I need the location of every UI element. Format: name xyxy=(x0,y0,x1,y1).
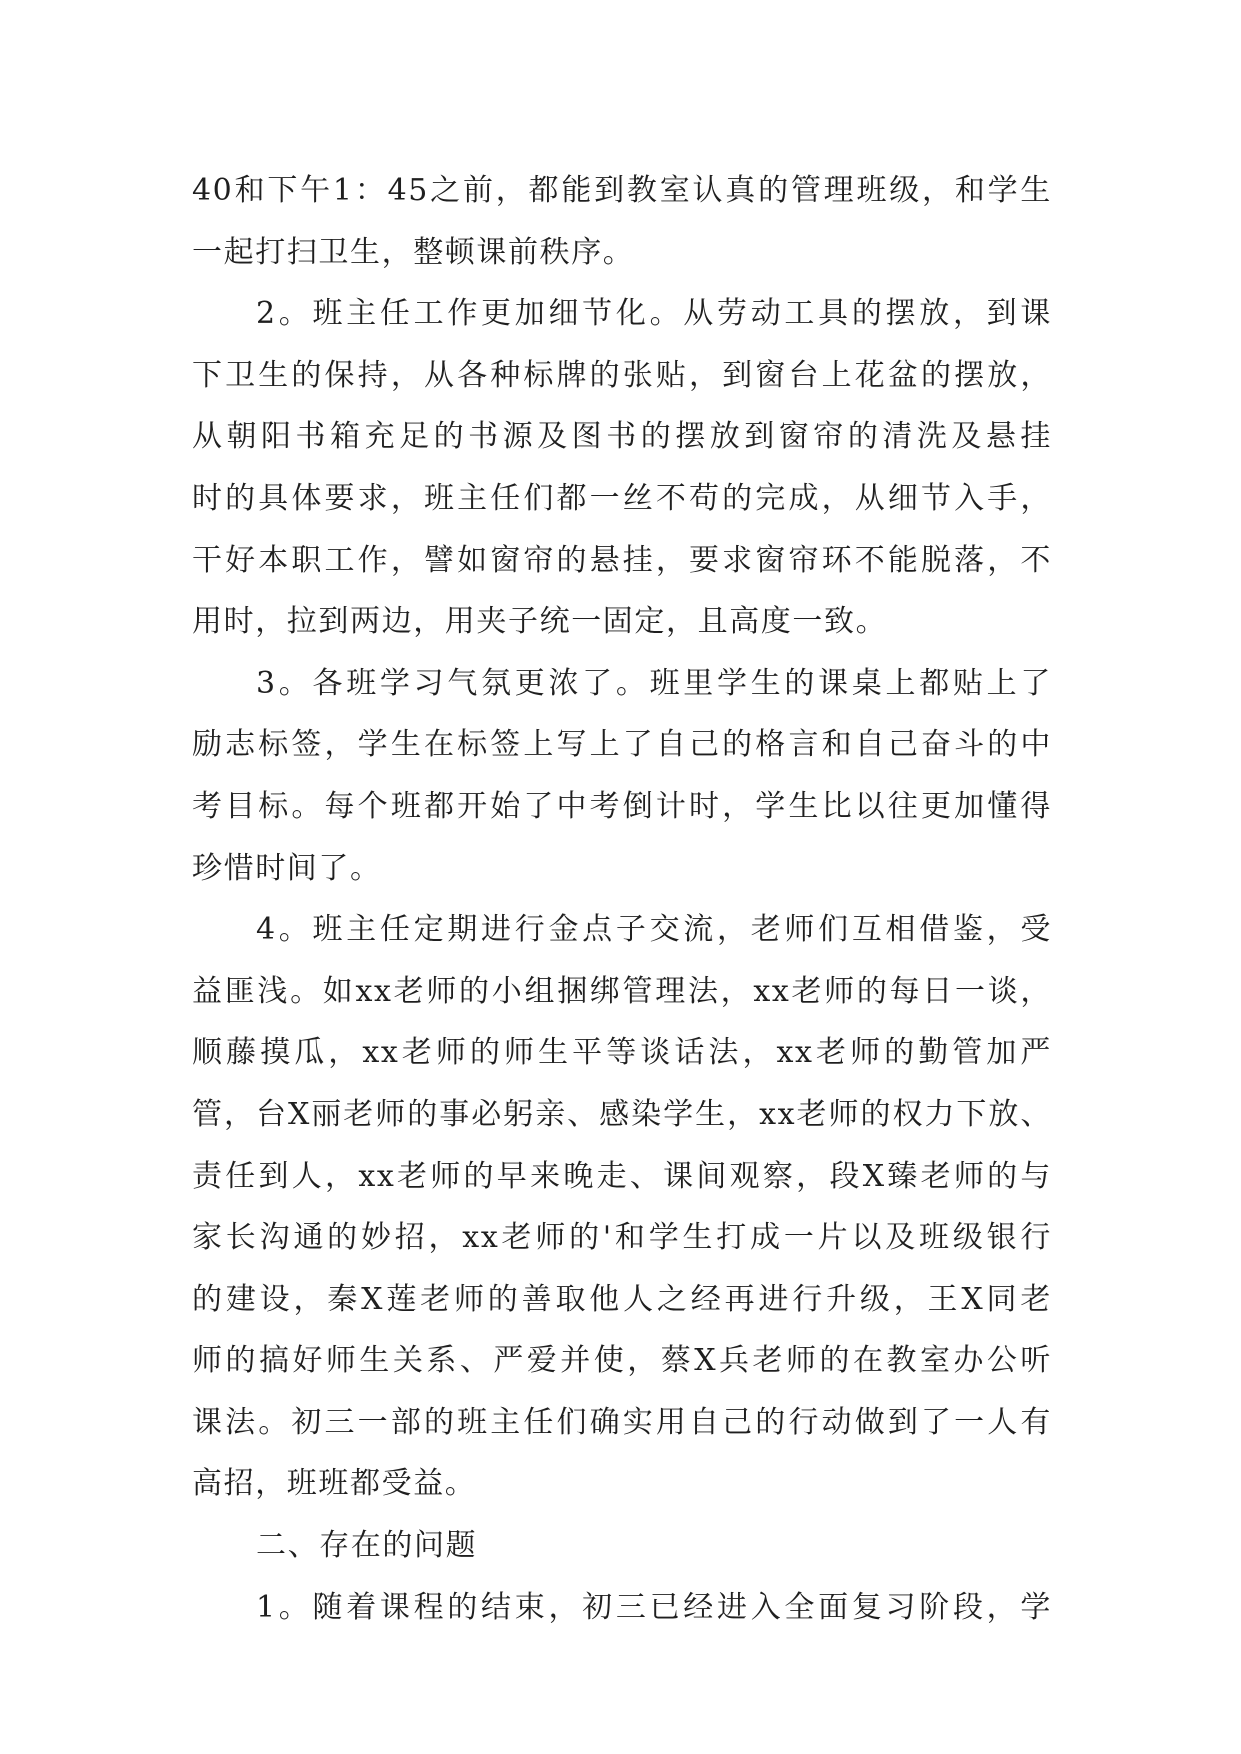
paragraph-start-line: 4。班主任定期进行金点子交流，老师们互相借鉴，受 xyxy=(256,912,1052,948)
text-line: 下卫生的保持，从各种标牌的张贴，到窗台上花盆的摆放， xyxy=(192,357,1052,393)
text-line: 40和下午1：45之前，都能到教室认真的管理班级，和学生 xyxy=(192,173,1052,208)
paragraph-start-line: 2。班主任工作更加细节化。从劳动工具的摆放，到课 xyxy=(256,296,1052,332)
text-line: 珍惜时间了。 xyxy=(192,850,382,886)
text-line: 顺藤摸瓜，xx老师的师生平等谈话法，xx老师的勤管加严 xyxy=(192,1035,1052,1071)
text-line: 时的具体要求，班主任们都一丝不苟的完成，从细节入手， xyxy=(192,480,1052,516)
text-line: 从朝阳书箱充足的书源及图书的摆放到窗帘的清洗及悬挂 xyxy=(192,419,1052,455)
text-line: 的建设，秦X莲老师的善取他人之经再进行升级，王X同老 xyxy=(192,1281,1052,1317)
text-line: 干好本职工作，譬如窗帘的悬挂，要求窗帘环不能脱落，不 xyxy=(192,542,1052,578)
text-line: 益匪浅。如xx老师的小组捆绑管理法，xx老师的每日一谈， xyxy=(192,973,1052,1009)
text-line: 师的搞好师生关系、严爱并使，蔡X兵老师的在教室办公听 xyxy=(192,1343,1052,1379)
text-line: 课法。初三一部的班主任们确实用自己的行动做到了一人有 xyxy=(192,1404,1052,1440)
paragraph-start-line: 3。各班学习气氛更浓了。班里学生的课桌上都贴上了 xyxy=(256,665,1052,701)
section-heading: 二、存在的问题 xyxy=(256,1528,478,1564)
text-line: 家长沟通的妙招，xx老师的'和学生打成一片以及班级银行 xyxy=(192,1220,1052,1256)
document-body xyxy=(192,160,1052,1638)
text-line: 高招，班班都受益。 xyxy=(192,1466,477,1502)
text-line: 一起打扫卫生，整顿课前秩序。 xyxy=(192,234,635,270)
text-line: 考目标。每个班都开始了中考倒计时，学生比以往更加懂得 xyxy=(192,788,1052,824)
text-line: 责任到人，xx老师的早来晚走、课间观察，段X臻老师的与 xyxy=(192,1158,1052,1194)
text-line: 用时，拉到两边，用夹子统一固定，且高度一致。 xyxy=(192,604,888,640)
text-line: 励志标签，学生在标签上写上了自己的格言和自己奋斗的中 xyxy=(192,727,1052,763)
paragraph-start-line: 1。随着课程的结束，初三已经进入全面复习阶段，学 xyxy=(256,1589,1052,1625)
text-line: 管，台X丽老师的事必躬亲、感染学生，xx老师的权力下放、 xyxy=(192,1096,1052,1132)
